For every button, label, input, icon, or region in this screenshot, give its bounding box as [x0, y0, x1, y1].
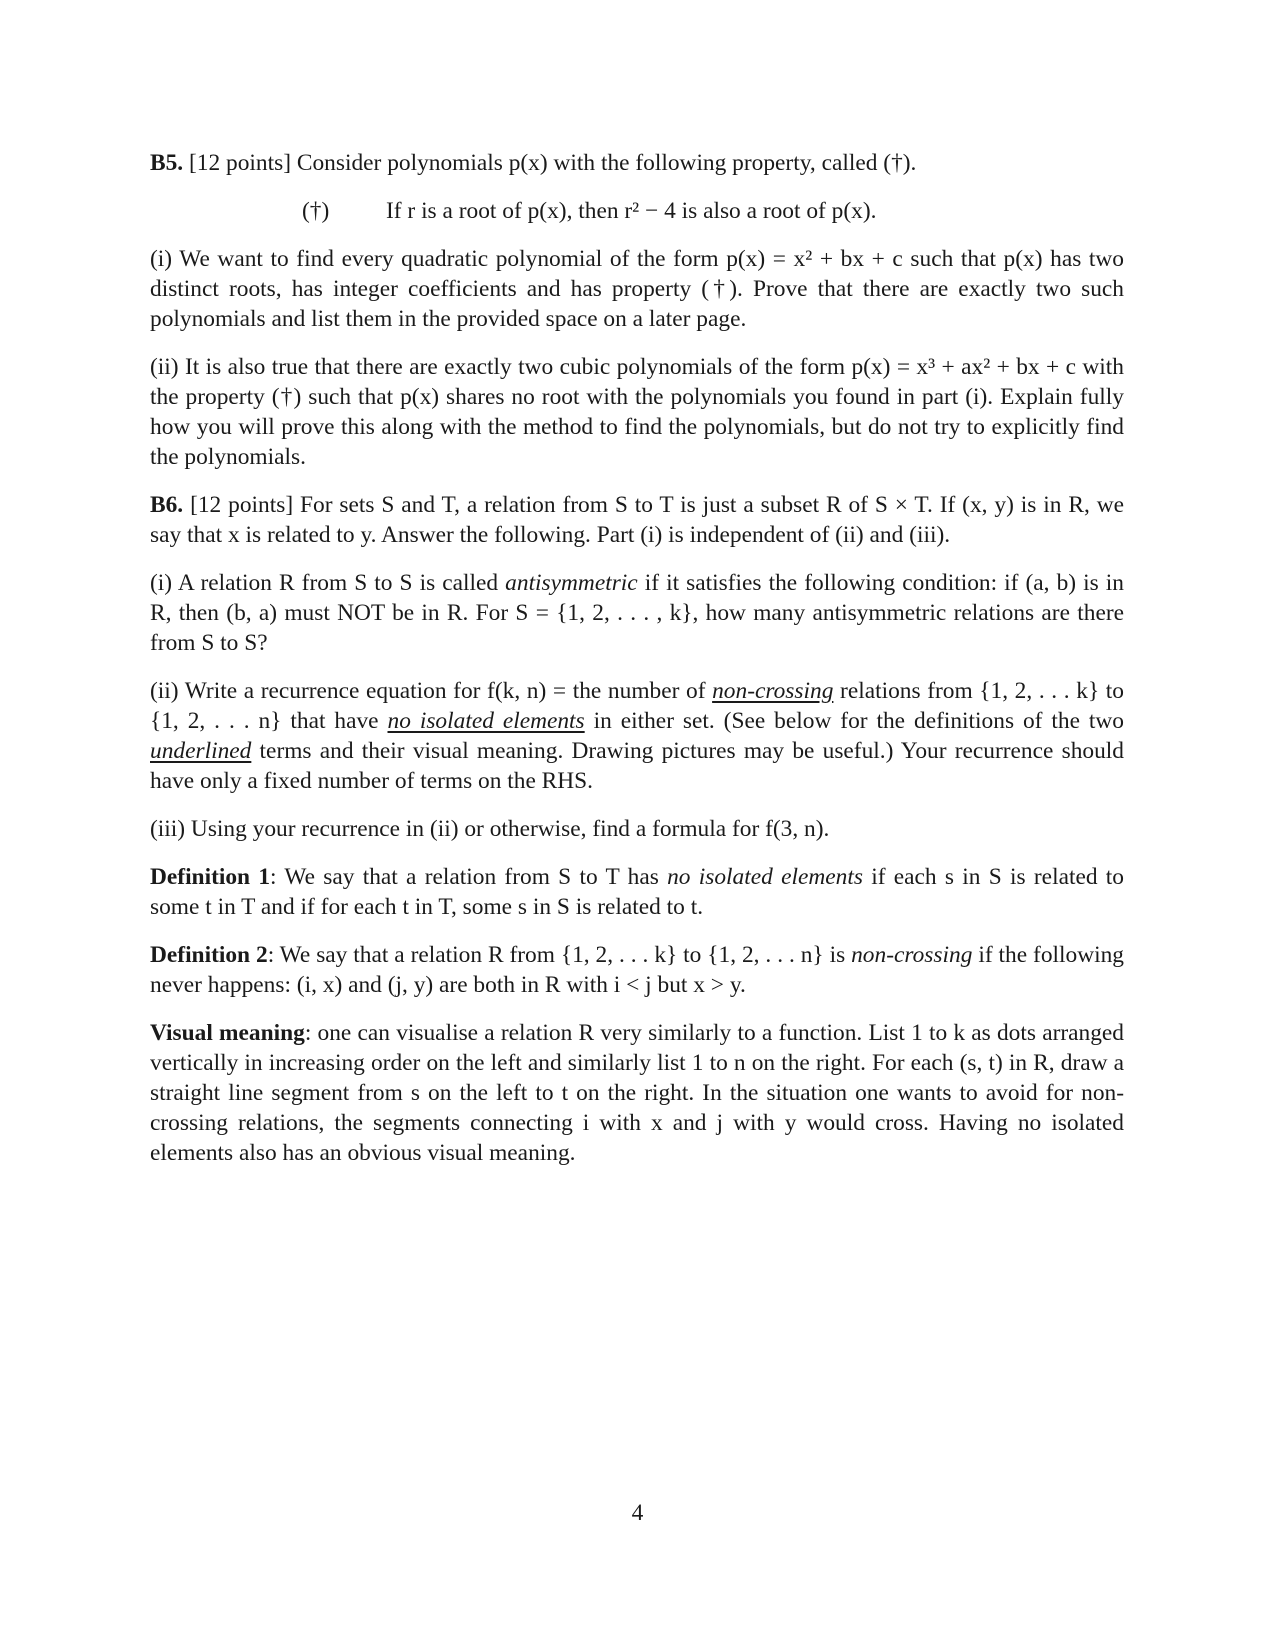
visual-meaning-label: Visual meaning [150, 1020, 305, 1046]
b6-part-ii-text-d: terms and their visual meaning. Drawing pictures may be useful.) Your recurrence should have only a fixed number of terms on the RHS. [150, 738, 1124, 794]
b6-part-ii-text-b: relations from {1, 2, . . . k} to {1, 2, . . . n} that have [150, 678, 1124, 734]
exam-page [150, 148, 1124, 1186]
b6-intro [150, 490, 1124, 550]
b5-points: [12 points] [189, 150, 292, 176]
definition-2-text-b: if the following never happens: (i, x) and (j, y) are both in R with i < j but x > y. [150, 942, 1124, 998]
b6-part-i [150, 568, 1124, 658]
b6-points: [12 points] [190, 492, 294, 518]
b6-part-iii: (iii) Using your recurrence in (ii) or otherwise, find a formula for f(3, n). [150, 816, 830, 842]
definition-1-text-b: if each s in S is related to some t in T and if for each t in T, some s in S is related to t. [150, 864, 1124, 920]
b6-part-ii-text-a: (ii) Write a recurrence equation for f(k, n) = the number of [150, 678, 713, 704]
visual-meaning [150, 1018, 1124, 1168]
definition-2-label: Definition 2 [150, 942, 268, 968]
b5-intro [150, 148, 1124, 178]
definition-1 [150, 862, 1124, 922]
definition-2-text-a: : We say that a relation R from {1, 2, . . . k} to {1, 2, . . . n} is [267, 942, 852, 968]
b6-part-i-text-a: (i) A relation R from S to S is called [150, 570, 506, 596]
property-display [150, 196, 1124, 226]
non-crossing-term: non-crossing [712, 678, 834, 704]
visual-meaning-text: : one can visualise a relation R very similarly to a function. List 1 to k as dots arranged vertically in increasing order on the left and similarly list 1 to n on the right. For each (s, t) in R, draw a straight line segment from s on the left to t on the right. In the situation one wants to avoid for non-crossing relations, the segments connecting i with x and j with y would cross. Having no isolated elements also has an obvious visual meaning. [150, 1020, 1125, 1166]
b6-part-ii-text-c: in either set. (See below for the definitions of the two [584, 708, 1124, 734]
property-tag: (†) [302, 198, 330, 224]
property-statement: If r is a root of p(x), then r² − 4 is also a root of p(x). [386, 198, 877, 224]
underlined-term: underlined [150, 738, 252, 764]
definition-1-text-a: : We say that a relation from S to T has [270, 864, 668, 890]
b5-part-ii: (ii) It is also true that there are exactly two cubic polynomials of the form p(x) = x³ + ax² + bx + c with the property (†) such that p(x) shares no root with the polynomials you found in part (i). Explain fully how you will prove this along with the method to find the polynomials, but do not try to explicitly find the polynomials. [150, 354, 1124, 470]
b6-label: B6. [150, 492, 184, 518]
b6-intro-text: For sets S and T, a relation from S to T is just a subset R of S × T. If (x, y) is in R, we say that x is related to y. Answer the following. Part (i) is independent of (ii) and (iii). [150, 492, 1124, 548]
b5-intro-text: Consider polynomials p(x) with the following property, called (†). [296, 150, 917, 176]
b5-label: B5. [150, 150, 184, 176]
no-isolated-elements-term: no isolated elements [387, 708, 585, 734]
b6-part-i-text-b: if it satisfies the following condition: if (a, b) is in R, then (b, a) must NOT be in R. For S = {1, 2, . . . , k}, how many antisymmetric relations are there from S to S? [150, 570, 1124, 656]
definition-2 [150, 940, 1124, 1000]
b5-part-i: (i) We want to find every quadratic polynomial of the form p(x) = x² + bx + c such that p(x) has two distinct roots, has integer coefficients and has property (†). Prove that there are exactly two such polynomials and list them in the provided space on a later page. [150, 246, 1124, 332]
definition-2-term: non-crossing [851, 942, 973, 968]
definition-1-label: Definition 1 [150, 864, 271, 890]
definition-1-term: no isolated elements [667, 864, 863, 890]
b6-part-ii [150, 676, 1124, 796]
antisymmetric-term: antisymmetric [505, 570, 638, 596]
page-number: 4 [631, 1500, 644, 1526]
